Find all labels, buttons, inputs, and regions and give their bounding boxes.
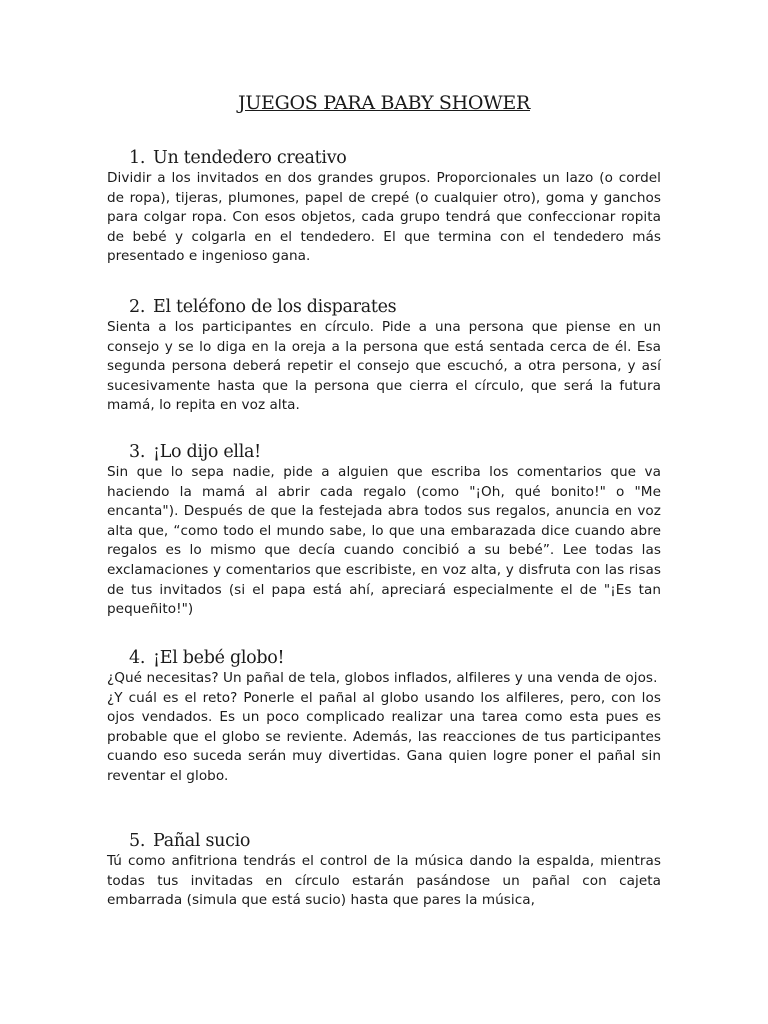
section-number: 1. (129, 148, 146, 168)
section-heading (107, 830, 661, 852)
section-lo-dijo-ella (107, 441, 661, 620)
section-panal-sucio (107, 830, 661, 911)
section-title: ¡El bebé globo! (153, 648, 285, 668)
section-paragraph: ¿Qué necesitas? Un pañal de tela, globos inflados, alfileres y una venda de ojos. (107, 670, 658, 686)
section-telefono (107, 296, 661, 416)
section-number: 4. (129, 648, 146, 668)
section-heading (107, 147, 661, 169)
section-title: Un tendedero creativo (153, 148, 347, 168)
section-paragraph: Sin que lo sepa nadie, pide a alguien que escriba los comentarios que va haciendo la mamá al abrir cada regalo (como "¡Oh, qué bonito!" o "Me encanta"). Después de que la festejada abra todos sus regalos, anuncia en voz alta que, “como todo el mundo sabe, lo que una embarazada dice cuando abre regalos es lo mismo que decía cuando concibió a su bebé”. Lee todas las exclamaciones y comentarios que escribiste, en voz alta, y disfruta con las risas de tus invitados (si el papa está ahí, apreciará especialmente el de "¡Es tan pequeñito!") (107, 464, 661, 618)
section-number: 3. (129, 442, 146, 462)
section-heading (107, 441, 661, 463)
section-heading (107, 647, 661, 669)
section-bebe-globo (107, 647, 661, 787)
section-title: El teléfono de los disparates (153, 297, 397, 317)
section-number: 5. (129, 831, 146, 851)
section-paragraph: Tú como anfitriona tendrás el control de la música dando la espalda, mientras todas tus invitadas en círculo estarán pasándose un pañal con cajeta embarrada (simula que está sucio) hasta que pares la música, (107, 853, 661, 909)
section-paragraph: Dividir a los invitados en dos grandes grupos. Proporcionales un lazo (o cordel de ropa), tijeras, plumones, papel de crepé (o cualquier otro), goma y ganchos para colgar ropa. Con esos objetos, cada grupo tendrá que confeccionar ropita de bebé y colgarla en el tendedero. El que termina con el tendedero más presentado e ingenioso gana. (107, 170, 661, 265)
section-title: Pañal sucio (153, 831, 251, 851)
document-title: JUEGOS PARA BABY SHOWER (238, 92, 530, 114)
section-tendedero (107, 147, 661, 267)
section-heading (107, 296, 661, 318)
section-title: ¡Lo dijo ella! (153, 442, 261, 462)
section-paragraph: ¿Y cuál es el reto? Ponerle el pañal al globo usando los alfileres, pero, con los ojos vendados. Es un poco complicado realizar una tarea como esta pues es probable que el globo se reviente. Además, las reacciones de tus participantes cuando eso suceda serán muy divertidas. Gana quien logre poner el pañal sin reventar el globo. (107, 689, 661, 784)
section-paragraph: Sienta a los participantes en círculo. Pide a una persona que piense en un consejo y se lo diga en la oreja a la persona que está sentada cerca de él. Esa segunda persona deberá repetir el consejo que escuchó, a otra persona, y así sucesivamente hasta que la persona que cierra el círculo, que será la futura mamá, lo repita en voz alta. (107, 319, 661, 414)
section-number: 2. (129, 297, 146, 317)
